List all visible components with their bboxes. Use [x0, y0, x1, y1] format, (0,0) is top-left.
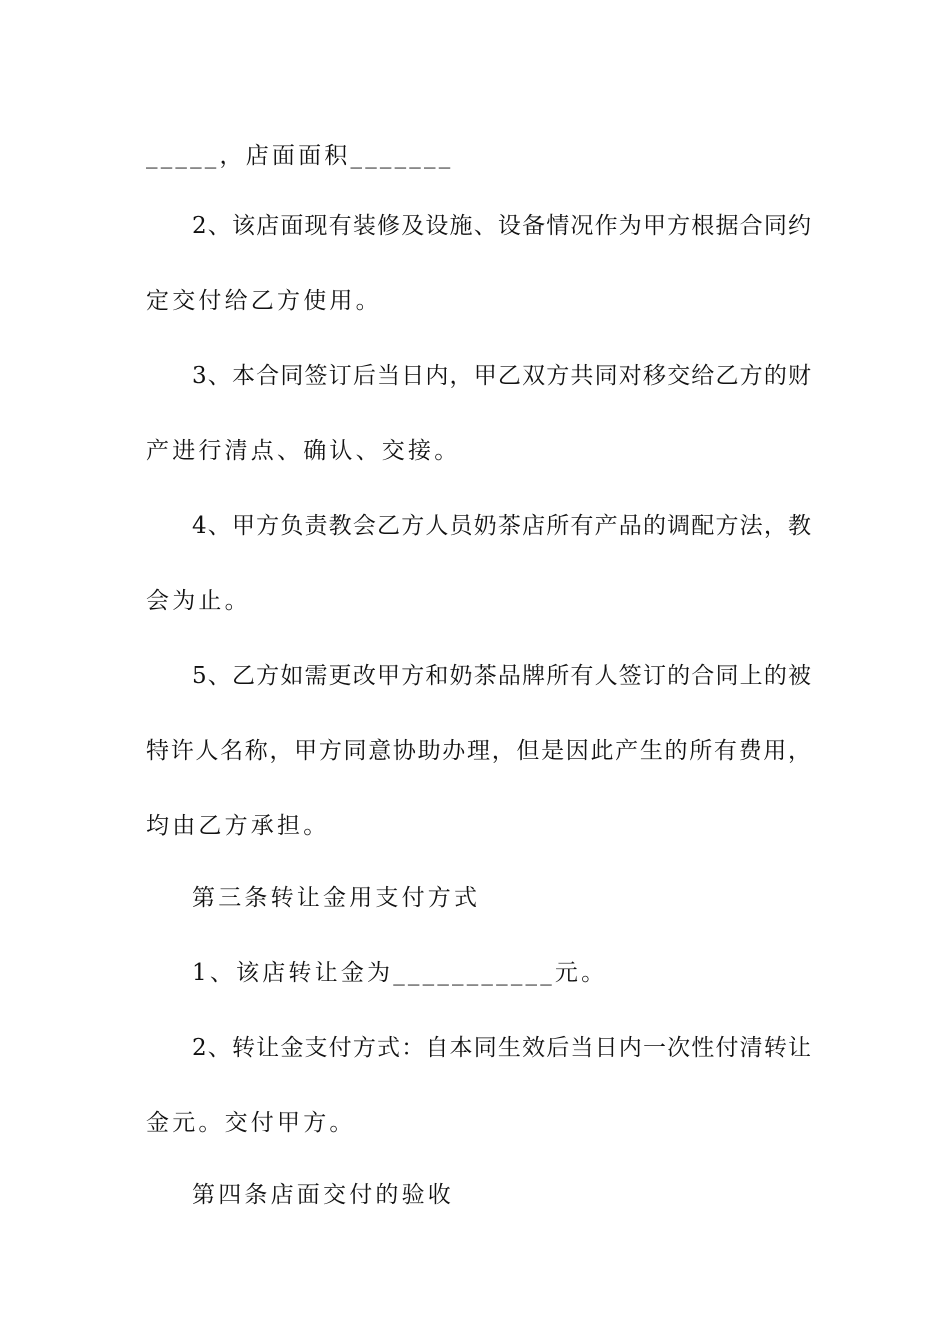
text-line-clause-5-a: 5、乙方如需更改甲方和奶茶品牌所有人签订的合同上的被 [192, 663, 811, 689]
section-heading-article-3: 第三条转让金用支付方式 [192, 885, 481, 911]
text-line-payment-a: 2、转让金支付方式：自本同生效后当日内一次性付清转让 [192, 1035, 811, 1061]
text-line-payment-b: 金元。交付甲方。 [146, 1110, 356, 1136]
text-line-clause-3-b: 产进行清点、确认、交接。 [146, 438, 461, 464]
text-line-clause-4-a: 4、甲方负责教会乙方人员奶茶店所有产品的调配方法，教 [192, 513, 811, 539]
section-heading-article-4: 第四条店面交付的验收 [192, 1182, 454, 1208]
text-line-clause-4-b: 会为止。 [146, 588, 251, 614]
text-line-shop-area: _____，店面面积_______ [146, 143, 454, 169]
text-line-clause-5-c: 均由乙方承担。 [146, 813, 330, 839]
text-line-clause-2-a: 2、该店面现有装修及设施、设备情况作为甲方根据合同约 [192, 213, 811, 239]
text-line-clause-2-b: 定交付给乙方使用。 [146, 288, 382, 314]
text-line-transfer-fee: 1、该店转让金为___________元。 [192, 960, 608, 986]
text-line-clause-3-a: 3、本合同签订后当日内，甲乙双方共同对移交给乙方的财 [192, 363, 811, 389]
text-line-clause-5-b: 特许人名称，甲方同意协助办理，但是因此产生的所有费用， [146, 738, 811, 764]
